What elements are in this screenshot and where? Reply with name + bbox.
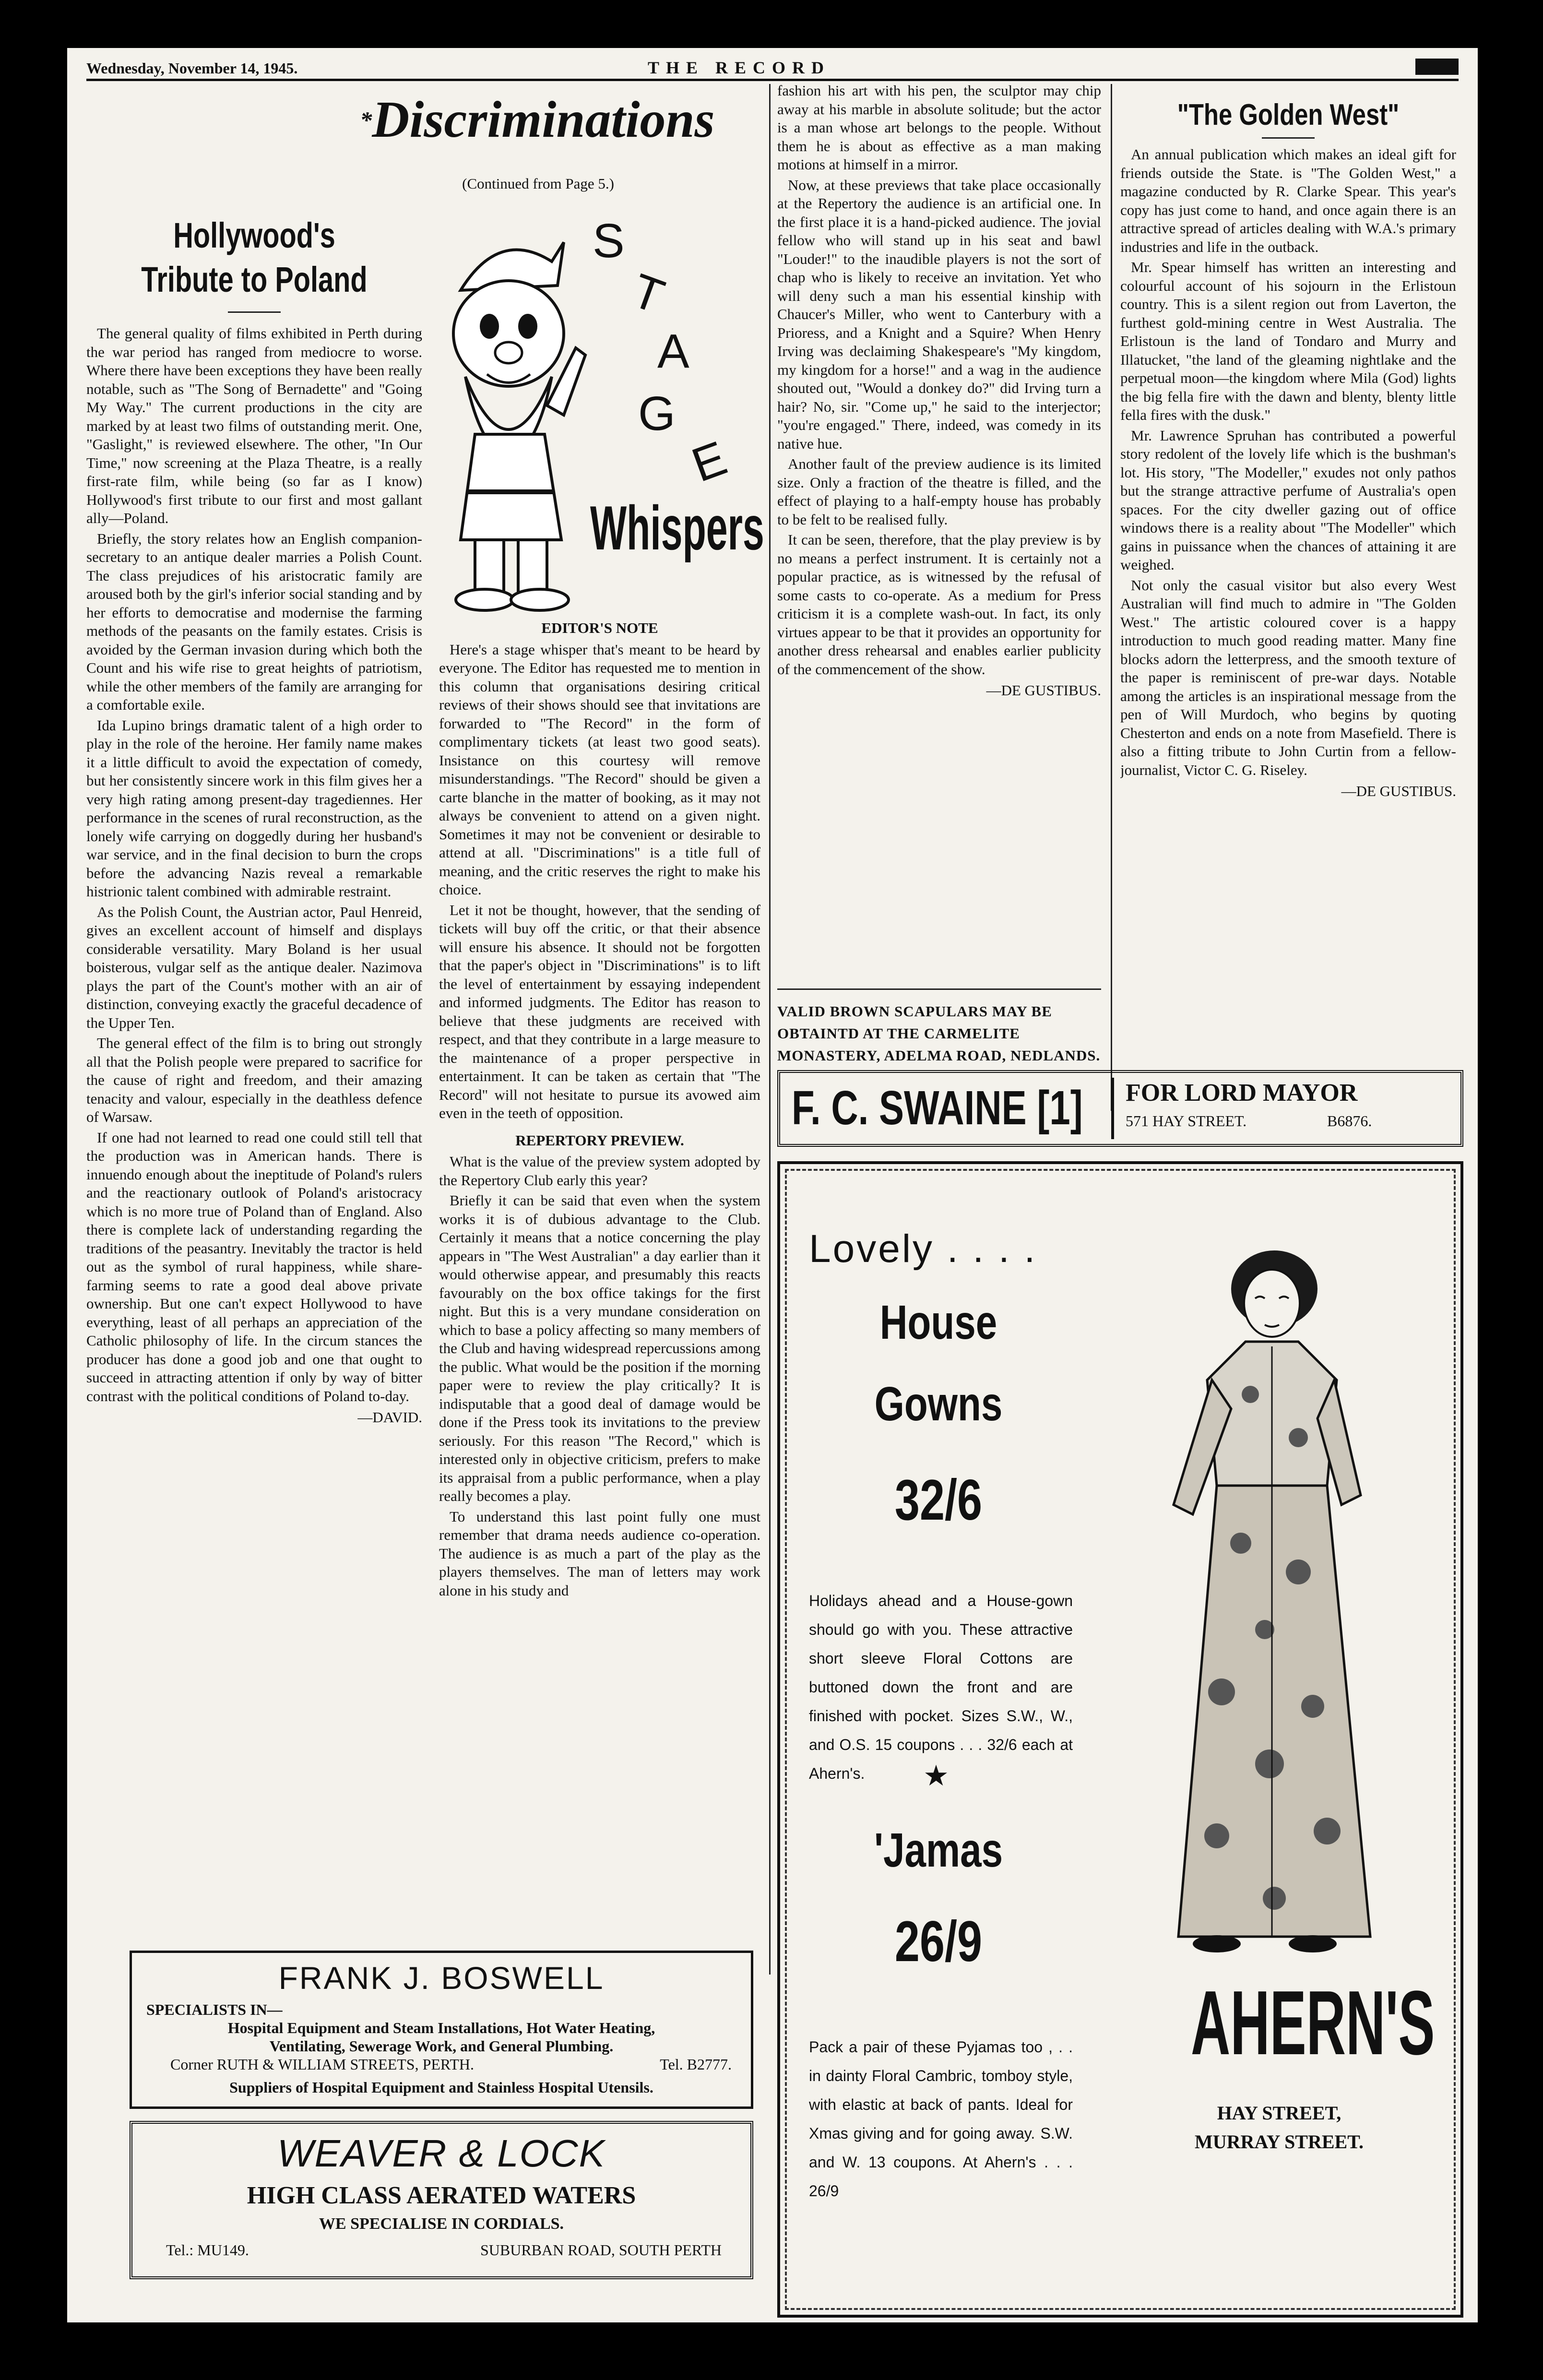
paragraph: Ida Lupino brings dramatic talent of a high order to play in the role of the heroine. Her family name makes it a little difficult to avoid the expectation of comedy, but her consistently sincere work in this film gives her a very high rating among present-day tragediennes. Her performance in the scenes of rural reconstruction, as the lonely wife carrying on doggedly during her husband's war service, and in the final decision to burn the crops before the advancing Nazis reveal a remarkable histrionic talent combined with admirable restraint. xyxy=(86,716,422,900)
swaine-address: 571 HAY STREET. xyxy=(1126,1112,1247,1130)
paragraph: The general effect of the film is to bring out strongly all that the Polish people were prepared to sacrifice for the cause of right and freedom, and their amazing tenacity and valour, especially in the deathless defence of Warsaw. xyxy=(86,1035,422,1125)
weaver-lock-ad xyxy=(130,2121,753,2279)
star-icon: ★ xyxy=(923,1760,949,1792)
boswell-suppliers: Suppliers of Hospital Equipment and Stainless Hospital Utensils. xyxy=(229,2079,653,2096)
stage-letter: E xyxy=(685,431,734,493)
paragraph: An annual publication which makes an ideal gift for friends outside the State. is "The Golden West," a magazine conducted by R. Clarke Spear. This year's copy has just come to hand, and once again there is an attractive spread of articles dealing with W.A.'s primary industries and life in the outback. xyxy=(1120,146,1456,255)
jamas-copy: Pack a pair of these Pyjamas too , . . in dainty Floral Cambric, tomboy style, with elastic at back of pants. Ideal for Xmas giving and for going away. S.W. and W. 13 coupons. At Ahern's . . . 26/9 xyxy=(809,2038,1073,2200)
weaver-name: WEAVER & LOCK xyxy=(277,2132,605,2175)
paragraph: It can be seen, therefore, that the play preview is by no means a perfect instrument. It is certainly not a popular practice, as is witnessed by the refusal of some casts to co-operate. As a medium for Press criticism it is a complete wash-out. In fact, its only virtues appear to be that it provides an opportunity for another dress rehearsal and enables earlier publicity of the commencement of the show. xyxy=(777,531,1101,678)
price-jamas: 26/9 xyxy=(894,1909,983,1974)
stage-letter: G xyxy=(638,387,676,440)
repertory-heading: REPERTORY PREVIEW. xyxy=(515,1131,684,1149)
byline: —DAVID. xyxy=(357,1409,422,1426)
column-2 xyxy=(439,619,760,1943)
masthead xyxy=(86,58,1459,81)
swaine-name: F. C. SWAINE [1] xyxy=(792,1081,1083,1135)
boswell-name: FRANK J. BOSWELL xyxy=(278,1960,605,1996)
paragraph: The general quality of films exhibited in Perth during the war period has ranged from mediocre to worse. Where there have been exceptions they have been really notable, such as "The Song of Bernadette" and "Going My Way." The current productions in the city are marked by at least two films of outstanding merit. One, "Gaslight," is reviewed elsewhere. The other, "In Our Time," now screening at the Plaza Theatre, is a really first-rate film, while being (so far as I know) Hollywood's first tribute to our first and most gallant ally—Poland. xyxy=(86,325,422,526)
headline-rule xyxy=(228,311,281,313)
byline: —DE GUSTIBUS. xyxy=(986,682,1101,699)
column-rule xyxy=(1111,84,1112,1111)
paragraph: Briefly it can be said that even when the system works it is of dubious advantage to the Club. Certainly it means that a notice concerning the play appears in "The West Australian" a day earlier than it would otherwise appear, and presumably this reacts favourably on the box office takings for the first night. But this is a very mundane consideration on which to base a policy affecting so many members of the Club and having widespread repercussions among the public. What would be the position if the morning paper were to review the play critically? It is indisputable that a good deal of damage would be done if the Press took its invitations to the preview seriously. For this reason "The Record," which is interested only in objective criticism, prefers to make its appraisal from a public performance, when a play really becomes a play. xyxy=(439,1192,760,1504)
section-title: *Discriminations xyxy=(360,91,715,148)
stage-letter: T xyxy=(625,263,671,324)
house-gowns-copy: Holidays ahead and a House-gown should go with you. These attractive short sleeve Floral Cottons are buttoned down the front and are finished with pocket. Sizes S.W., W., and O.S. 15 coupons . . . 32/6 each at Ahern's. xyxy=(809,1592,1073,1782)
byline: —DE GUSTIBUS. xyxy=(1341,783,1456,799)
woman-in-gown-illustration-icon xyxy=(1145,1236,1394,1961)
ad-divider xyxy=(1111,1078,1114,1139)
paragraph: Here's a stage whisper that's meant to be heard by everyone. The Editor has requested me to mention in this column that organisations desiring critical reviews of their shows should see that invitations are forwarded to "The Record" in the form of complimentary tickets (at least two good seats). Insistance on this courtesy will remove misunderstandings. "The Record" should be given a carte blanche in the matter of booking, as it may not always be convenient to attend on a given night. Sometimes it may not be convenient or desirable to attend at all. "Discriminations" is a title full of meaning, and the critic reserves the right to make his choice. xyxy=(439,641,760,898)
gowns-heading: Gowns xyxy=(874,1377,1003,1431)
column-rule xyxy=(769,84,771,1975)
weaver-cordials: WE SPECIALISE IN CORDIALS. xyxy=(319,2215,564,2233)
stage-letter: S xyxy=(593,214,625,268)
golden-west-title: "The Golden West" xyxy=(1177,98,1400,131)
paragraph: Let it not be thought, however, that the sending of tickets will buy off the critic, or that their absence will ensure his absence. It should not be forgotten that the paper's object in "Discriminations" is to lift the level of entertainment by essaying independent and informed judgments. The Editor has reason to believe that these judgments are received with respect, and that they contribute in a large measure to the maintenance of a proper perspective in entertainment. It can be taken as certain that "The Record" will not hesitate to pursue its avowed aim even in the teeth of opposition. xyxy=(439,901,760,1121)
stage-whispers-header xyxy=(432,214,764,607)
page-number-block xyxy=(1415,59,1459,75)
divider-rule xyxy=(777,988,1101,990)
paragraph: Briefly, the story relates how an English companion-secretary to an antique dealer marries a Polish Count. The class prejudices of his aristocratic family are aroused both by the girl's inferior social standing and by her efforts to democratise and modernise the farming methods of the peasants on the family estates. Crisis is avoided by the German invasion during which both the Count and his wife rise to great heights of patriotism, while the other members of the family are arranging for a comfortable exile. xyxy=(86,530,422,713)
column-3 xyxy=(777,82,1101,1027)
weaver-address: SUBURBAN ROAD, SOUTH PERTH xyxy=(480,2241,722,2259)
paragraph: Mr. Spear himself has written an interesting and colourful account of his sojourn in the Erlistoun country. This is a silent region out from Laverton, the furthest gold-mining centre in West Australia. The Erlistoun is the land of Tondaro and Murry and Illatucket, "the land of the gleaming nightlake and the perpetual moon—the kingdom where Mila (God) lights the big fella fire with the dawn and blenty, blenty little fella fires with the dusk." xyxy=(1120,259,1456,423)
asterisk-icon: * xyxy=(360,107,372,133)
aherns-address-1: HAY STREET, xyxy=(1217,2102,1341,2124)
paragraph: If one had not learned to read one could still tell that the production was in American hands. There is innuendo enough about the ineptitude of Poland's rulers and the reactionary outlook of Poland's aristocracy which is no more true of Poland than of England. Also there is complete lack of understanding regarding the traditions of the peasantry. Inevitably the tractor is held out as the symbol of rural happiness, while share-farming seems to rate a good deal above private ownership. But one can't expect Hollywood to have everything, least of all perhaps an appreciation of the Catholic philosophy of life. In the circum stances the producer has done a good job and one that ought to succeed in attracting attention if only by way of bitter contrast with the political conditions of Poland to-day. xyxy=(86,1129,422,1404)
headline: Hollywood's Tribute to Poland xyxy=(141,215,368,299)
paragraph: fashion his art with his pen, the sculptor may chip away at his marble in absolute solitude; but the actor is a man whose art belongs to the people. Without them he is about as effective as a man making motions at himself in a mirror. xyxy=(777,82,1101,173)
price-house-gowns: 32/6 xyxy=(894,1468,983,1532)
aherns-ad xyxy=(777,1161,1463,2318)
column-1 xyxy=(86,214,422,1941)
dwarf-illustration-icon xyxy=(432,233,590,626)
masthead-date: Wednesday, November 14, 1945. xyxy=(86,60,298,77)
newspaper-page xyxy=(67,48,1478,2322)
lovely-heading: Lovely . . . . xyxy=(809,1227,1037,1271)
paragraph: As the Polish Count, the Austrian actor, Paul Henreid, gives an excellent account of himself and displays considerable versatility. Mary Boland is her usual boisterous, vulgar self as the antique dealer. Nazimova plays the part of the Count's mother with an air of distinction, conveying exactly the graceful decadence of the Upper Ten. xyxy=(86,903,422,1031)
paragraph: Another fault of the preview audience is its limited size. Only a fraction of the theatre is filled, and the effect of playing to a half-empty house has probably to be felt to be realised fully. xyxy=(777,455,1101,528)
title-rule xyxy=(1262,137,1315,139)
house-heading: House xyxy=(879,1296,997,1349)
masthead-title: THE RECORD xyxy=(648,58,831,77)
boswell-phone: Tel. B2777. xyxy=(660,2056,732,2073)
swaine-for: FOR LORD MAYOR xyxy=(1126,1079,1358,1107)
whispers-title: Whispers xyxy=(590,493,764,563)
aherns-address-2: MURRAY STREET. xyxy=(1195,2131,1364,2153)
aherns-brand: AHERN'S xyxy=(1191,1972,1435,2074)
scapulars-notice: VALID BROWN SCAPULARS MAY BE OBTAINTD AT THE CARMELITE MONASTERY, ADELMA ROAD, NEDLANDS. xyxy=(777,1003,1101,1064)
boswell-services-2: Ventilating, Sewerage Work, and General Plumbing. xyxy=(269,2037,614,2055)
boswell-ad xyxy=(130,1951,753,2109)
continued-note: (Continued from Page 5.) xyxy=(462,175,614,192)
boswell-specialists: SPECIALISTS IN— xyxy=(146,2001,283,2018)
weaver-tagline: HIGH CLASS AERATED WATERS xyxy=(247,2182,636,2209)
boswell-address: Corner RUTH & WILLIAM STREETS, PERTH. xyxy=(170,2056,474,2073)
boswell-services-1: Hospital Equipment and Steam Installations, Hot Water Heating, xyxy=(227,2019,655,2036)
paragraph: Mr. Lawrence Spruhan has contributed a powerful story redolent of the lovely life which is the bushman's lot. His story, "The Modeller," exudes not only pathos but the strange attractive perfume of Australia's open spaces. For the city dweller gazing out of office windows there is a reality about "The Modeller" which gains in puissance when the chances of attaining it are weighed. xyxy=(1120,427,1456,573)
jamas-heading: 'Jamas xyxy=(874,1823,1003,1877)
editors-note-heading: EDITOR'S NOTE xyxy=(541,619,658,636)
column-4 xyxy=(1120,96,1456,1065)
paragraph: Not only the casual visitor but also every West Australian will find much to admire in "The Golden West." The artistic coloured cover is a happy introduction to much good reading matter. Many fine blocks adorn the letterpress, and the smooth texture of the paper is reminiscent of pre-war days. Notable among the articles is an inspirational message from the pen of Will Murdoch, who begins by quoting Chesterton and ends on a note from Masefield. There is also a fitting tribute to John Curtin from a fellow-journalist, Victor C. G. Riseley. xyxy=(1120,576,1456,778)
paragraph: What is the value of the preview system adopted by the Repertory Club early this year? xyxy=(439,1153,760,1189)
paragraph: To understand this last point fully one must remember that drama needs audience co-operation. The audience is as much a part of the play as the players themselves. The man of letters may work alone in his study and xyxy=(439,1508,760,1599)
swaine-phone: B6876. xyxy=(1327,1112,1372,1130)
paragraph: Now, at these previews that take place occasionally at the Repertory the audience is an artificial one. In the first place it is a hand-picked audience. The jovial fellow who will stand up in his seat and bawl "Louder!" to the inaudible players is not the sort of chap who is likely to receive an invitation. Yet who will deny such a man his essential kinship with Chaucer's Miller, who went to Canterbury with a Prioress, and a Knight and a Squire? When Henry Irving was declaiming Shakespeare's "My kingdom, my kingdom for a horse!" and a wag in the audience shouted out, "Would a donkey do?" did Irving turn a hair? No, sir. "Come up," he said to the interjector; "you're engaged." There, indeed, was comedy in its native hue. xyxy=(777,176,1101,452)
swaine-ad xyxy=(777,1070,1463,1147)
weaver-phone: Tel.: MU149. xyxy=(166,2241,249,2259)
stage-letter: A xyxy=(657,324,689,378)
